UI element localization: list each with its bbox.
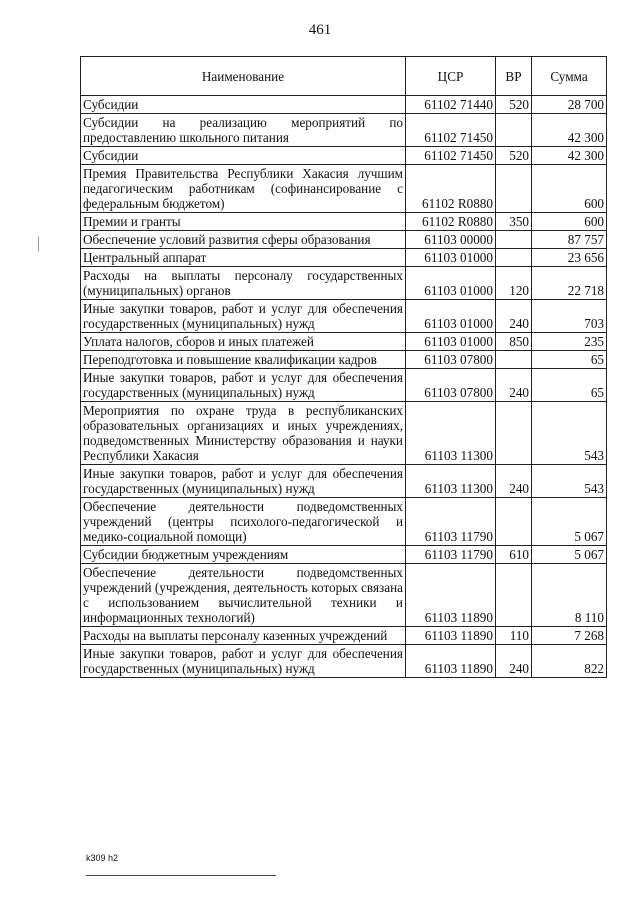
row-csr-cell: 61103 11790 bbox=[406, 498, 496, 546]
row-sum-cell: 23 656 bbox=[532, 249, 607, 267]
row-vr-cell bbox=[496, 249, 532, 267]
row-sum-cell: 600 bbox=[532, 165, 607, 213]
table-row bbox=[81, 465, 607, 498]
table-row bbox=[81, 351, 607, 369]
row-name-cell: Обеспечение условий развития сферы образования bbox=[81, 231, 406, 249]
row-vr-cell: 520 bbox=[496, 96, 532, 114]
table-row bbox=[81, 627, 607, 645]
table-row bbox=[81, 165, 607, 213]
row-vr-cell bbox=[496, 498, 532, 546]
row-csr-cell: 61102 R0880 bbox=[406, 165, 496, 213]
row-name-cell: Премии и гранты bbox=[81, 213, 406, 231]
table-body bbox=[81, 96, 607, 678]
row-sum-cell: 65 bbox=[532, 369, 607, 402]
row-csr-cell: 61103 11890 bbox=[406, 564, 496, 627]
row-name-cell: Переподготовка и повышение квалификации кадров bbox=[81, 351, 406, 369]
row-csr-cell: 61103 01000 bbox=[406, 300, 496, 333]
row-sum-cell: 65 bbox=[532, 351, 607, 369]
row-name-cell: Субсидии bbox=[81, 96, 406, 114]
column-header-csr: ЦСР bbox=[406, 57, 496, 96]
page-number: 461 bbox=[308, 22, 332, 38]
row-name-cell: Расходы на выплаты персоналу казенных учреждений bbox=[81, 627, 406, 645]
table-header-row bbox=[81, 57, 607, 96]
row-csr-cell: 61103 00000 bbox=[406, 231, 496, 249]
row-sum-cell: 5 067 bbox=[532, 498, 607, 546]
row-csr-cell: 61103 11890 bbox=[406, 627, 496, 645]
row-name-cell: Премия Правительства Республики Хакасия лучшим педагогическим работникам (софинансирование с федеральным бюджетом) bbox=[81, 165, 406, 213]
row-vr-cell bbox=[496, 564, 532, 627]
row-sum-cell: 543 bbox=[532, 465, 607, 498]
row-sum-cell: 822 bbox=[532, 645, 607, 678]
row-vr-cell: 850 bbox=[496, 333, 532, 351]
row-vr-cell bbox=[496, 351, 532, 369]
row-csr-cell: 61103 11300 bbox=[406, 465, 496, 498]
table-row bbox=[81, 249, 607, 267]
row-csr-cell: 61103 11300 bbox=[406, 402, 496, 465]
row-name-cell: Иные закупки товаров, работ и услуг для обеспечения государственных (муниципальных) нужд bbox=[81, 369, 406, 402]
row-sum-cell: 235 bbox=[532, 333, 607, 351]
row-sum-cell: 87 757 bbox=[532, 231, 607, 249]
row-sum-cell: 42 300 bbox=[532, 147, 607, 165]
row-name-cell: Субсидии бюджетным учреждениям bbox=[81, 546, 406, 564]
row-name-cell: Расходы на выплаты персоналу государственных (муниципальных) органов bbox=[81, 267, 406, 300]
row-csr-cell: 61103 01000 bbox=[406, 267, 496, 300]
row-name-cell: Уплата налогов, сборов и иных платежей bbox=[81, 333, 406, 351]
footer-code: k309 h2 bbox=[86, 853, 119, 863]
row-name-cell: Мероприятия по охране труда в республиканских образовательных организациях и иных учреждениях, подведомственных Министерству образования и науки Республики Хакасия bbox=[81, 402, 406, 465]
row-sum-cell: 600 bbox=[532, 213, 607, 231]
row-name-cell: Центральный аппарат bbox=[81, 249, 406, 267]
row-vr-cell: 240 bbox=[496, 369, 532, 402]
row-vr-cell: 240 bbox=[496, 645, 532, 678]
row-name-cell: Обеспечение деятельности подведомственных учреждений (учреждения, деятельность которых связана с использованием вычислительной техники и информационных технологий) bbox=[81, 564, 406, 627]
row-vr-cell: 520 bbox=[496, 147, 532, 165]
table-row bbox=[81, 231, 607, 249]
row-sum-cell: 543 bbox=[532, 402, 607, 465]
row-sum-cell: 22 718 bbox=[532, 267, 607, 300]
table-row bbox=[81, 300, 607, 333]
row-csr-cell: 61103 01000 bbox=[406, 249, 496, 267]
row-vr-cell bbox=[496, 402, 532, 465]
row-csr-cell: 61103 11790 bbox=[406, 546, 496, 564]
row-name-cell: Иные закупки товаров, работ и услуг для обеспечения государственных (муниципальных) нужд bbox=[81, 465, 406, 498]
table-row bbox=[81, 213, 607, 231]
footer-divider bbox=[86, 875, 276, 876]
row-csr-cell: 61103 07800 bbox=[406, 351, 496, 369]
table-row bbox=[81, 369, 607, 402]
row-name-cell: Обеспечение деятельности подведомственных учреждений (центры психолого-педагогической и медико-социальной помощи) bbox=[81, 498, 406, 546]
row-name-cell: Иные закупки товаров, работ и услуг для обеспечения государственных (муниципальных) нужд bbox=[81, 645, 406, 678]
table-row bbox=[81, 96, 607, 114]
row-vr-cell: 110 bbox=[496, 627, 532, 645]
row-sum-cell: 7 268 bbox=[532, 627, 607, 645]
row-sum-cell: 8 110 bbox=[532, 564, 607, 627]
table-row bbox=[81, 564, 607, 627]
row-sum-cell: 5 067 bbox=[532, 546, 607, 564]
row-vr-cell: 240 bbox=[496, 465, 532, 498]
column-header-vr: ВР bbox=[496, 57, 532, 96]
row-vr-cell bbox=[496, 165, 532, 213]
row-vr-cell bbox=[496, 231, 532, 249]
row-sum-cell: 703 bbox=[532, 300, 607, 333]
row-vr-cell: 610 bbox=[496, 546, 532, 564]
table-row bbox=[81, 267, 607, 300]
row-name-cell: Иные закупки товаров, работ и услуг для обеспечения государственных (муниципальных) нужд bbox=[81, 300, 406, 333]
column-header-sum: Сумма bbox=[532, 57, 607, 96]
row-csr-cell: 61102 R0880 bbox=[406, 213, 496, 231]
row-name-cell: Субсидии на реализацию мероприятий по предоставлению школьного питания bbox=[81, 114, 406, 147]
row-csr-cell: 61102 71450 bbox=[406, 147, 496, 165]
table-row bbox=[81, 333, 607, 351]
table-row bbox=[81, 402, 607, 465]
row-vr-cell bbox=[496, 114, 532, 147]
row-csr-cell: 61102 71450 bbox=[406, 114, 496, 147]
row-csr-cell: 61103 11890 bbox=[406, 645, 496, 678]
table-row bbox=[81, 147, 607, 165]
row-csr-cell: 61102 71440 bbox=[406, 96, 496, 114]
table-row bbox=[81, 114, 607, 147]
row-csr-cell: 61103 01000 bbox=[406, 333, 496, 351]
row-vr-cell: 120 bbox=[496, 267, 532, 300]
margin-mark bbox=[38, 237, 40, 251]
row-sum-cell: 28 700 bbox=[532, 96, 607, 114]
row-vr-cell: 240 bbox=[496, 300, 532, 333]
budget-table bbox=[80, 56, 607, 678]
column-header-name: Наименование bbox=[81, 57, 406, 96]
row-name-cell: Субсидии bbox=[81, 147, 406, 165]
table-row bbox=[81, 645, 607, 678]
row-csr-cell: 61103 07800 bbox=[406, 369, 496, 402]
table-row bbox=[81, 546, 607, 564]
row-sum-cell: 42 300 bbox=[532, 114, 607, 147]
row-vr-cell: 350 bbox=[496, 213, 532, 231]
table-row bbox=[81, 498, 607, 546]
